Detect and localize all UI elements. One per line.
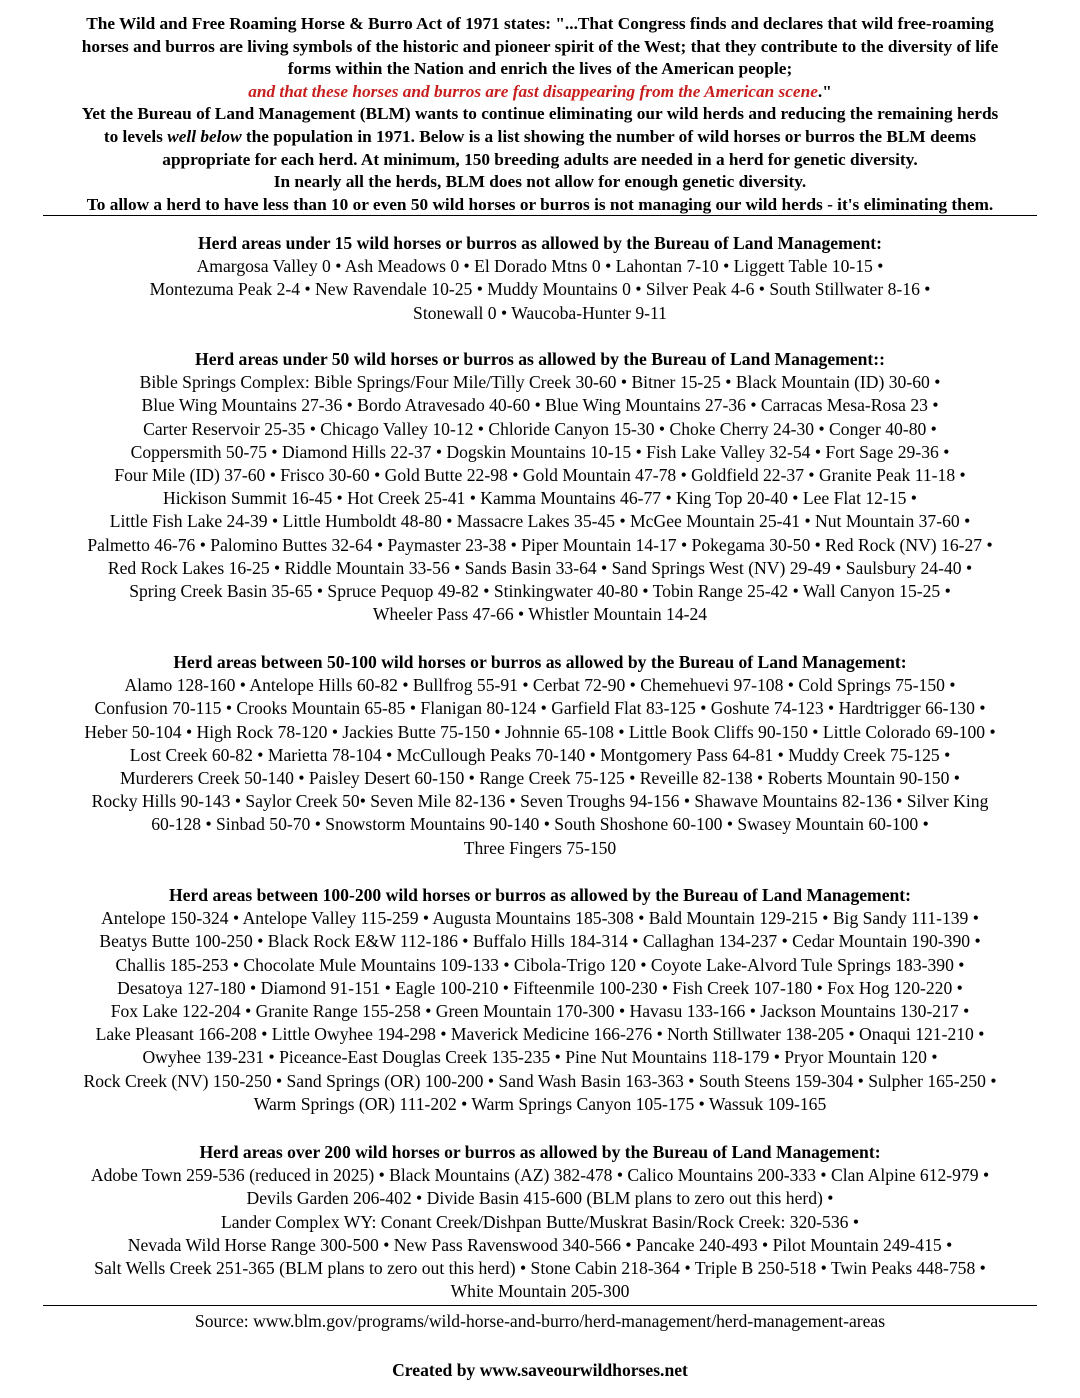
section-under-50 (20, 348, 1060, 626)
section-row: Palmetto 46-76 • Palomino Buttes 32-64 • Paymaster 23-38 • Piper Mountain 14-17 • Pokegama 30-50 • Red Rock (NV) 16-27 • (87, 534, 993, 555)
section-row: Four Mile (ID) 37-60 • Frisco 30-60 • Gold Butte 22-98 • Gold Mountain 47-78 • Goldfield 22-37 • Granite Peak 11-18 • (114, 465, 966, 486)
section-row: Wheeler Pass 47-66 • Whistler Mountain 14-24 (372, 604, 708, 625)
section-row: Murderers Creek 50-140 • Paisley Desert 60-150 • Range Creek 75-125 • Reveille 82-138 • Roberts Mountain 90-150 • (120, 768, 960, 789)
intro-red-quote-close: ." (817, 81, 832, 101)
intro-line-2: horses and burros are living symbols of the historic and pioneer spirit of the West; that they contribute to the diversity of life (81, 36, 999, 56)
section-row: Coppersmith 50-75 • Diamond Hills 22-37 • Dogskin Mountains 10-15 • Fish Lake Valley 32-54 • Fort Sage 29-36 • (130, 441, 950, 462)
section-row: Challis 185-253 • Chocolate Mule Mountains 109-133 • Cibola-Trigo 120 • Coyote Lake-Alvord Tule Springs 183-390 • (115, 954, 965, 975)
bottom-divider (43, 1305, 1037, 1306)
top-divider (43, 215, 1037, 216)
section-row: Antelope 150-324 • Antelope Valley 115-259 • Augusta Mountains 185-308 • Bald Mountain 129-215 • Big Sandy 111-139 • (101, 908, 979, 929)
section-row: Spring Creek Basin 35-65 • Spruce Pequop 49-82 • Stinkingwater 40-80 • Tobin Range 25-42 • Wall Canyon 15-25 • (129, 581, 951, 602)
section-title: Herd areas between 100-200 wild horses or burros as allowed by the Bureau of Land Management: (168, 885, 912, 905)
section-over-200 (20, 1141, 1060, 1303)
section-row: 60-128 • Sinbad 50-70 • Snowstorm Mountains 90-140 • South Shoshone 60-100 • Swasey Mountain 60-100 • (151, 814, 929, 835)
section-row: Red Rock Lakes 16-25 • Riddle Mountain 33-56 • Sands Basin 33-64 • Sand Springs West (NV) 29-49 • Saulsbury 24-40 • (107, 557, 973, 578)
source-citation: Source: www.blm.gov/programs/wild-horse-and-burro/herd-management/herd-management-areas (194, 1311, 886, 1331)
section-row: Fox Lake 122-204 • Granite Range 155-258 • Green Mountain 170-300 • Havasu 133-166 • Jackson Mountains 130-217 • (110, 1001, 970, 1022)
intro-closing-line-1: appropriate for each herd. At minimum, 150 breeding adults are needed in a herd for genetic diversity. (162, 149, 918, 169)
section-row: Bible Springs Complex: Bible Springs/Four Mile/Tilly Creek 30-60 • Bitner 15-25 • Black Mountain (ID) 30-60 • (139, 372, 941, 393)
intro-line-1: The Wild and Free Roaming Horse & Burro Act of 1971 states: "...That Congress finds and declares that wild free-roaming (86, 14, 994, 33)
intro-blm-line-2-after: the population in 1971. Below is a list showing the number of wild horses or burros the BLM deems (241, 126, 977, 146)
section-50-100 (20, 651, 1060, 860)
intro-blm-line-1: Yet the Bureau of Land Management (BLM) wants to continue eliminating our wild herds and reducing the remaining herds (81, 104, 999, 124)
section-title: Herd areas under 50 wild horses or burros as allowed by the Bureau of Land Management:: (195, 349, 885, 369)
section-row: Rock Creek (NV) 150-250 • Sand Springs (OR) 100-200 • Sand Wash Basin 163-363 • South Steens 159-304 • Sulpher 165-250 • (83, 1070, 997, 1091)
section-row: Devils Garden 206-402 • Divide Basin 415-600 (BLM plans to zero out this herd) • (246, 1188, 834, 1209)
section-row: Heber 50-104 • High Rock 78-120 • Jackies Butte 75-150 • Johnnie 65-108 • Little Book Cliffs 90-150 • Little Colorado 69-100 • (84, 721, 996, 742)
section-row: Carter Reservoir 25-35 • Chicago Valley 10-12 • Chloride Canyon 15-30 • Choke Cherry 24-30 • Conger 40-80 • (143, 418, 937, 439)
intro-blm-line-2-emphasis: well below (167, 126, 242, 146)
section-row: Lost Creek 60-82 • Marietta 78-104 • McCullough Peaks 70-140 • Montgomery Pass 64-81 • Muddy Creek 75-125 • (129, 744, 951, 765)
section-row: Rocky Hills 90-143 • Saylor Creek 50• Seven Mile 82-136 • Seven Troughs 94-156 • Shawave Mountains 82-136 • Silver King (91, 791, 989, 812)
section-row: Desatoya 127-180 • Diamond 91-151 • Eagle 100-210 • Fifteenmile 100-230 • Fish Creek 107-180 • Fox Hog 120-220 • (117, 977, 963, 998)
section-row: Stonewall 0 • Waucoba-Hunter 9-11 (413, 302, 667, 323)
section-row: Confusion 70-115 • Crooks Mountain 65-85 • Flanigan 80-124 • Garfield Flat 83-125 • Goshute 74-123 • Hardtrigger 66-130 • (94, 698, 986, 719)
section-row: Little Fish Lake 24-39 • Little Humboldt 48-80 • Massacre Lakes 35-45 • McGee Mountain 25-41 • Nut Mountain 37-60 • (109, 511, 971, 532)
section-title: Herd areas over 200 wild horses or burros as allowed by the Bureau of Land Management: (199, 1142, 881, 1162)
intro-blm-line-2-before: to levels (103, 126, 168, 146)
section-row: White Mountain 205-300 (450, 1281, 630, 1302)
intro-block (30, 13, 1050, 216)
section-row: Lander Complex WY: Conant Creek/Dishpan Butte/Muskrat Basin/Rock Creek: 320-536 • (221, 1211, 859, 1232)
section-row: Owyhee 139-231 • Piceance-East Douglas Creek 135-235 • Pine Nut Mountains 118-179 • Pryor Mountain 120 • (142, 1047, 938, 1068)
section-row: Three Fingers 75-150 (463, 837, 617, 858)
section-row: Montezuma Peak 2-4 • New Ravendale 10-25 • Muddy Mountains 0 • Silver Peak 4-6 • South Stillwater 8-16 • (149, 279, 931, 300)
intro-red-quote: and that these horses and burros are fast disappearing from the American scene (248, 81, 818, 101)
section-100-200 (20, 884, 1060, 1116)
section-row: Hickison Summit 16-45 • Hot Creek 25-41 • Kamma Mountains 46-77 • King Top 20-40 • Lee Flat 12-15 • (163, 488, 917, 509)
section-row: Adobe Town 259-536 (reduced in 2025) • Black Mountains (AZ) 382-478 • Calico Mountains 200-333 • Clan Alpine 612-979 • (90, 1165, 990, 1186)
intro-line-3: forms within the Nation and enrich the lives of the American people; (287, 59, 793, 79)
section-row: Lake Pleasant 166-208 • Little Owyhee 194-298 • Maverick Medicine 166-276 • North Stillwater 138-205 • Onaqui 121-210 • (95, 1024, 985, 1045)
intro-closing-line-3: To allow a herd to have less than 10 or even 50 wild horses or burros is not managing our wild herds - it's eliminating them. (86, 194, 994, 214)
section-row: Salt Wells Creek 251-365 (BLM plans to zero out this herd) • Stone Cabin 218-364 • Triple B 250-518 • Twin Peaks 448-758 • (94, 1258, 986, 1279)
section-row: Blue Wing Mountains 27-36 • Bordo Atravesado 40-60 • Blue Wing Mountains 27-36 • Carracas Mesa-Rosa 23 • (141, 395, 939, 416)
section-row: Alamo 128-160 • Antelope Hills 60-82 • Bullfrog 55-91 • Cerbat 72-90 • Chemehuevi 97-108 • Cold Springs 75-150 • (124, 675, 956, 696)
intro-closing-line-2: In nearly all the herds, BLM does not allow for enough genetic diversity. (273, 172, 807, 192)
section-under-15 (20, 232, 1060, 325)
section-row: Amargosa Valley 0 • Ash Meadows 0 • El Dorado Mtns 0 • Lahontan 7-10 • Liggett Table 10-15 • (196, 256, 884, 277)
intro-red-quote-line (30, 81, 1050, 104)
intro-blm-line-2 (30, 126, 1050, 149)
creator-credit: Created by www.saveourwildhorses.net (392, 1360, 688, 1380)
section-row: Warm Springs (OR) 111-202 • Warm Springs Canyon 105-175 • Wassuk 109-165 (253, 1093, 827, 1114)
section-row: Beatys Butte 100-250 • Black Rock E&W 112-186 • Buffalo Hills 184-314 • Callaghan 134-237 • Cedar Mountain 190-390 • (99, 931, 981, 952)
section-row: Nevada Wild Horse Range 300-500 • New Pass Ravenswood 340-566 • Pancake 240-493 • Pilot Mountain 249-415 • (127, 1234, 953, 1255)
section-title: Herd areas between 50-100 wild horses or burros as allowed by the Bureau of Land Management: (173, 652, 907, 672)
section-title: Herd areas under 15 wild horses or burros as allowed by the Bureau of Land Management: (197, 233, 883, 253)
